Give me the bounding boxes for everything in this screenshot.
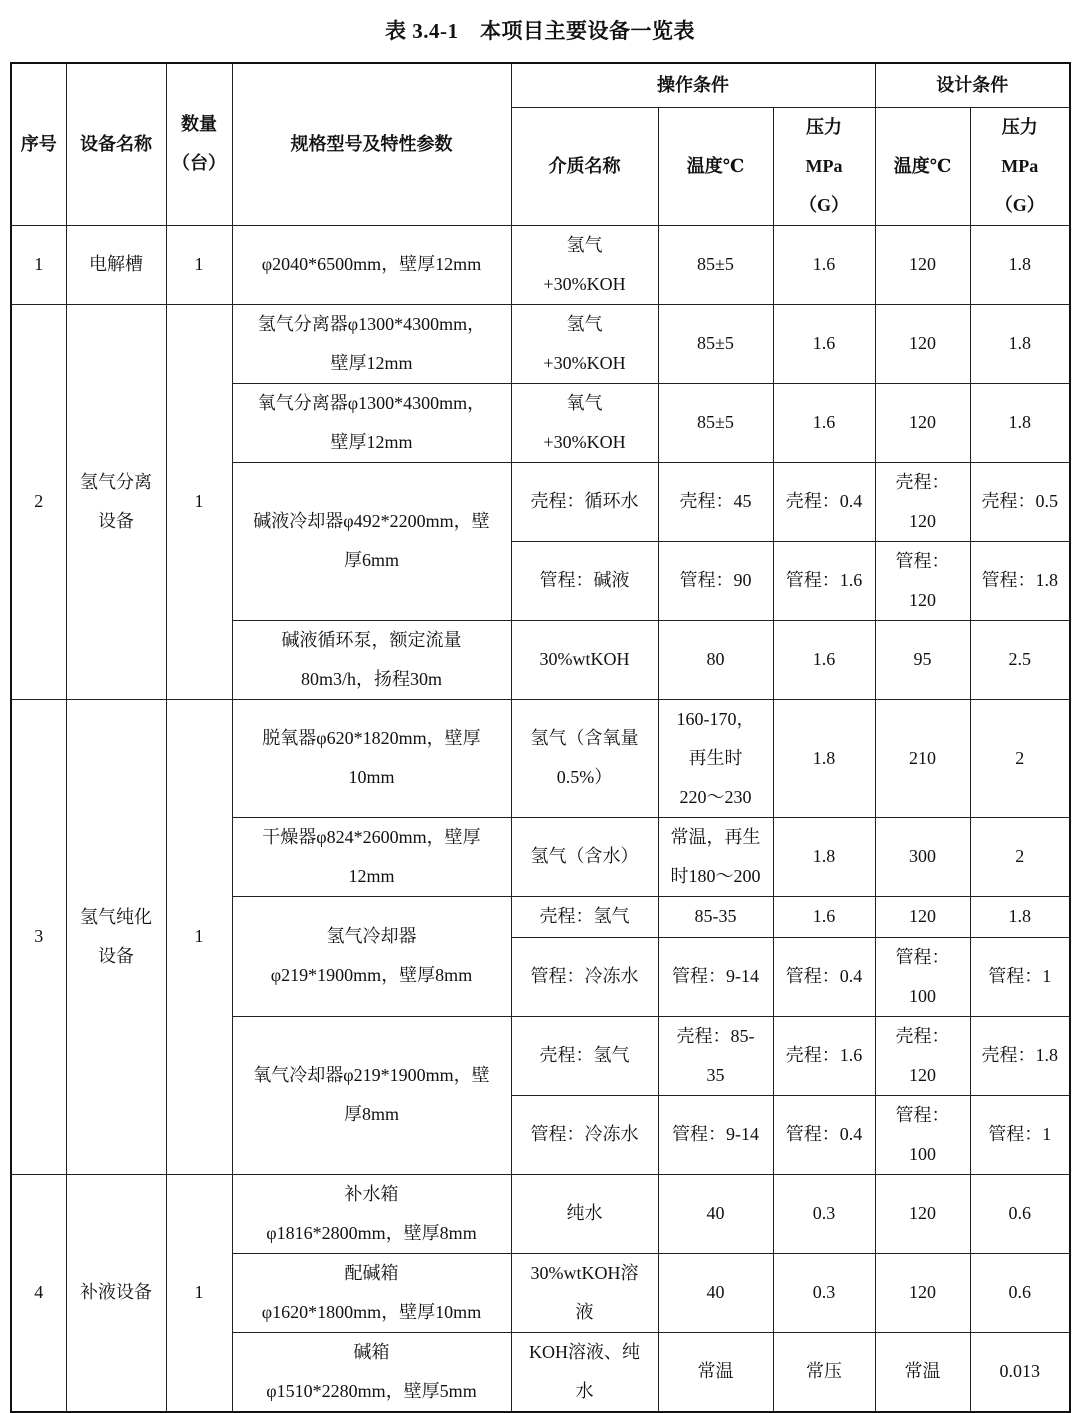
g3-r4-tube-de-press: 管程：1 (970, 1095, 1070, 1174)
g3-r3-spec (232, 896, 511, 1016)
g2-r1-medium-line2: +30%KOH (543, 352, 626, 373)
g4-r1-spec-line1: 补水箱 (344, 1183, 399, 1204)
table-row (11, 304, 1070, 383)
g3-r3-spec-line2: φ219*1900mm，壁厚8mm (270, 965, 473, 985)
header-seq: 序号 (11, 63, 66, 225)
g2-r1-de-press: 1.8 (970, 304, 1070, 383)
g2-r2-de-press: 1.8 (970, 383, 1070, 462)
g3-r2-spec-line1: 干燥器φ824*2600mm，壁厚 (262, 826, 481, 847)
g2-r2-spec (232, 383, 511, 462)
g2-r3-shell-medium: 壳程：循环水 (511, 462, 658, 541)
g1-name: 电解槽 (66, 225, 166, 304)
g3-r1-op-temp (658, 699, 773, 817)
g1-de-temp: 120 (875, 225, 970, 304)
g3-r3-shell-de-press: 1.8 (970, 896, 1070, 937)
table-title: 表 3.4-1 本项目主要设备一览表 (385, 19, 695, 43)
g2-r1-op-temp: 85±5 (658, 304, 773, 383)
g3-r1-spec-line2: 10mm (348, 767, 395, 787)
g2-r2-de-temp: 120 (875, 383, 970, 462)
g2-r3-spec (232, 462, 511, 620)
g3-r2-op-temp (658, 817, 773, 896)
g3-r3-tube-de-press: 管程：1 (970, 937, 1070, 1016)
table-row (11, 1174, 1070, 1253)
g2-r2-op-press: 1.6 (773, 383, 875, 462)
g3-r4-shell-de-temp-line1: 壳程： (895, 1025, 950, 1046)
g4-r1-op-temp: 40 (658, 1174, 773, 1253)
g4-r2-medium (511, 1253, 658, 1332)
g3-r1-de-press: 2 (970, 699, 1070, 817)
g2-r3-tube-de-temp-line2: 120 (909, 589, 937, 610)
g2-r1-spec-line1: 氢气分离器φ1300*4300mm， (257, 313, 486, 334)
g2-r1-op-press: 1.6 (773, 304, 875, 383)
g3-r1-op-temp-line3: 220～230 (679, 786, 752, 807)
g3-r2-op-temp-line2: 时180～200 (670, 865, 761, 886)
g4-r2-spec-line1: 配碱箱 (344, 1262, 399, 1283)
g3-r3-tube-medium: 管程：冷冻水 (511, 937, 658, 1016)
g2-r3-tube-medium: 管程：碱液 (511, 541, 658, 620)
g2-r3-shell-de-temp-line2: 120 (909, 510, 937, 531)
g3-r4-shell-de-press: 壳程：1.8 (970, 1016, 1070, 1095)
g3-r4-spec-line2: 厚8mm (343, 1104, 399, 1124)
header-qty (166, 63, 232, 225)
g4-r3-de-press: 0.013 (970, 1332, 1070, 1412)
g3-r4-shell-de-temp (875, 1016, 970, 1095)
g2-r2-medium (511, 383, 658, 462)
g2-r1-spec (232, 304, 511, 383)
header-op-press-line1: 压力 (806, 116, 842, 137)
g4-r2-op-press: 0.3 (773, 1253, 875, 1332)
header-spec: 规格型号及特性参数 (232, 63, 511, 225)
g3-r3-shell-de-temp: 120 (875, 896, 970, 937)
g3-r3-tube-op-temp: 管程：9-14 (658, 937, 773, 1016)
g3-r4-tube-de-temp (875, 1095, 970, 1174)
g3-name-line2: 设备 (98, 945, 134, 966)
g4-r1-de-temp: 120 (875, 1174, 970, 1253)
g2-r3-shell-de-press: 壳程：0.5 (970, 462, 1070, 541)
g1-medium (511, 225, 658, 304)
g1-spec: φ2040*6500mm，壁厚12mm (232, 225, 511, 304)
header-op-temp: 温度℃ (658, 107, 773, 225)
g4-r1-spec (232, 1174, 511, 1253)
g2-r4-spec-line1: 碱液循环泵，额定流量 (281, 629, 462, 650)
table-row (11, 699, 1070, 817)
g3-r1-op-press: 1.8 (773, 699, 875, 817)
g4-r3-op-press: 常压 (773, 1332, 875, 1412)
g3-r3-shell-medium: 壳程：氢气 (511, 896, 658, 937)
g3-seq: 3 (11, 699, 66, 1174)
g3-r2-op-temp-line1: 常温，再生 (670, 826, 761, 847)
g3-r1-op-temp-line1: 160-170， (676, 708, 755, 729)
g4-name: 补液设备 (66, 1174, 166, 1412)
g4-r1-op-press: 0.3 (773, 1174, 875, 1253)
g3-r4-tube-medium: 管程：冷冻水 (511, 1095, 658, 1174)
g3-r4-shell-op-press: 壳程：1.6 (773, 1016, 875, 1095)
g3-r3-shell-op-press: 1.6 (773, 896, 875, 937)
g2-r1-medium (511, 304, 658, 383)
header-de-press (970, 107, 1070, 225)
header-qty-line2: （台） (172, 153, 226, 174)
g4-r2-spec-line2: φ1620*1800mm，壁厚10mm (261, 1301, 482, 1322)
g2-r3-spec-line1: 碱液冷却器φ492*2200mm，壁 (253, 511, 490, 531)
g4-r1-medium: 纯水 (511, 1174, 658, 1253)
g3-r4-tube-op-press: 管程：0.4 (773, 1095, 875, 1174)
header-de-temp: 温度℃ (875, 107, 970, 225)
g2-r2-spec-line1: 氧气分离器φ1300*4300mm， (257, 392, 486, 413)
g2-r1-de-temp: 120 (875, 304, 970, 383)
g3-r4-shell-medium: 壳程：氢气 (511, 1016, 658, 1095)
g2-seq: 2 (11, 304, 66, 699)
g4-r3-spec-line1: 碱箱 (353, 1341, 390, 1362)
g3-r2-spec-line2: 12mm (348, 865, 395, 886)
g2-r4-op-temp: 80 (658, 620, 773, 699)
g2-r3-shell-de-temp (875, 462, 970, 541)
header-medium: 介质名称 (511, 107, 658, 225)
equipment-table (10, 62, 1071, 1413)
g4-r2-medium-line2: 液 (575, 1301, 594, 1322)
g2-r4-spec-line2: 80m3/h，扬程30m (300, 668, 442, 689)
g4-r3-medium-line2: 水 (575, 1380, 594, 1401)
g2-r3-shell-op-press: 壳程：0.4 (773, 462, 875, 541)
g3-r1-medium-line1: 氢气（含氧量 (530, 728, 639, 748)
g2-r1-medium-line1: 氢气 (566, 313, 603, 334)
g4-r3-medium (511, 1332, 658, 1412)
g4-r1-de-press: 0.6 (970, 1174, 1070, 1253)
g3-r4-tube-op-temp: 管程：9-14 (658, 1095, 773, 1174)
g3-r1-spec-line1: 脱氧器φ620*1820mm，壁厚 (262, 728, 481, 748)
g3-r3-tube-de-temp-line1: 管程： (895, 946, 950, 967)
g3-r4-shell-op-temp (658, 1016, 773, 1095)
g3-r4-shell-de-temp-line2: 120 (909, 1064, 937, 1085)
header-de-press-line1: 压力 (1001, 116, 1038, 137)
g4-seq: 4 (11, 1174, 66, 1412)
table-row (11, 225, 1070, 304)
header-qty-line1: 数量 (181, 114, 217, 135)
g4-r3-spec (232, 1332, 511, 1412)
g4-r3-spec-line2: φ1510*2280mm，壁厚5mm (266, 1380, 477, 1401)
g3-r4-spec (232, 1016, 511, 1174)
g2-r4-spec (232, 620, 511, 699)
g3-r3-tube-op-press: 管程：0.4 (773, 937, 875, 1016)
g1-medium-line2: +30%KOH (543, 273, 626, 294)
g4-r1-spec-line2: φ1816*2800mm，壁厚8mm (266, 1222, 477, 1243)
g1-seq: 1 (11, 225, 66, 304)
g3-qty: 1 (166, 699, 232, 1174)
g3-r4-shell-op-temp-line1: 壳程：85- (676, 1025, 755, 1046)
g4-r3-op-temp: 常温 (658, 1332, 773, 1412)
g3-r3-tube-de-temp (875, 937, 970, 1016)
g4-qty: 1 (166, 1174, 232, 1412)
header-de-press-line3: （G） (994, 194, 1045, 215)
header-de-press-line2: MPa (1001, 155, 1039, 176)
g2-r2-medium-line2: +30%KOH (543, 431, 626, 452)
g1-op-press: 1.6 (773, 225, 875, 304)
g4-r2-de-press: 0.6 (970, 1253, 1070, 1332)
g3-r1-spec (232, 699, 511, 817)
g2-r2-op-temp: 85±5 (658, 383, 773, 462)
header-design-group: 设计条件 (875, 63, 1070, 107)
g2-r3-tube-de-temp (875, 541, 970, 620)
g3-name (66, 699, 166, 1174)
header-name: 设备名称 (66, 63, 166, 225)
g2-r3-tube-de-press: 管程：1.8 (970, 541, 1070, 620)
g3-r4-shell-op-temp-line2: 35 (706, 1064, 725, 1085)
g1-op-temp: 85±5 (658, 225, 773, 304)
g1-qty: 1 (166, 225, 232, 304)
g2-r3-shell-op-temp: 壳程：45 (658, 462, 773, 541)
g2-r3-spec-line2: 厚6mm (343, 550, 399, 570)
g2-r4-medium: 30%wtKOH (511, 620, 658, 699)
g3-r3-shell-op-temp: 85-35 (658, 896, 773, 937)
g4-r2-medium-line1: 30%wtKOH溶 (530, 1262, 639, 1283)
g3-r4-spec-line1: 氧气冷却器φ219*1900mm，壁 (253, 1065, 490, 1085)
g2-r4-de-temp: 95 (875, 620, 970, 699)
g1-medium-line1: 氢气 (566, 234, 603, 255)
g3-r4-tube-de-temp-line2: 100 (909, 1143, 937, 1164)
g2-qty: 1 (166, 304, 232, 699)
g2-r4-op-press: 1.6 (773, 620, 875, 699)
g3-r4-tube-de-temp-line1: 管程： (895, 1104, 950, 1125)
g1-de-press: 1.8 (970, 225, 1070, 304)
g3-r3-tube-de-temp-line2: 100 (909, 985, 937, 1006)
g3-r1-medium (511, 699, 658, 817)
g2-r2-spec-line2: 壁厚12mm (330, 431, 413, 452)
g2-name-line2: 设备 (98, 510, 134, 531)
g4-r3-de-temp: 常温 (875, 1332, 970, 1412)
g4-r2-op-temp: 40 (658, 1253, 773, 1332)
g2-r4-de-press: 2.5 (970, 620, 1070, 699)
g3-r1-medium-line2: 0.5%） (556, 767, 613, 787)
g3-r2-medium: 氢气（含水） (511, 817, 658, 896)
g2-r3-tube-op-press: 管程：1.6 (773, 541, 875, 620)
g3-r3-spec-line1: 氢气冷却器 (326, 926, 417, 946)
g4-r3-medium-line1: KOH溶液、纯 (529, 1341, 640, 1362)
g2-r2-medium-line1: 氧气 (566, 392, 603, 413)
header-op-press-line2: MPa (805, 155, 843, 176)
g2-r3-tube-de-temp-line1: 管程： (895, 550, 950, 571)
g2-r3-tube-op-temp: 管程：90 (658, 541, 773, 620)
g2-name (66, 304, 166, 699)
g3-r2-spec (232, 817, 511, 896)
g3-r2-de-press: 2 (970, 817, 1070, 896)
g3-r1-de-temp: 210 (875, 699, 970, 817)
g3-r1-op-temp-line2: 再生时 (688, 747, 743, 768)
header-op-press-line3: （G） (799, 194, 850, 215)
header-op-group: 操作条件 (511, 63, 875, 107)
g2-name-line1: 氢气分离 (80, 471, 152, 492)
header-op-press (773, 107, 875, 225)
g2-r3-shell-de-temp-line1: 壳程： (895, 471, 950, 492)
g2-r1-spec-line2: 壁厚12mm (330, 352, 413, 373)
g3-r2-de-temp: 300 (875, 817, 970, 896)
g4-r2-de-temp: 120 (875, 1253, 970, 1332)
g3-name-line1: 氢气纯化 (80, 906, 152, 927)
g3-r2-op-press: 1.8 (773, 817, 875, 896)
g4-r2-spec (232, 1253, 511, 1332)
